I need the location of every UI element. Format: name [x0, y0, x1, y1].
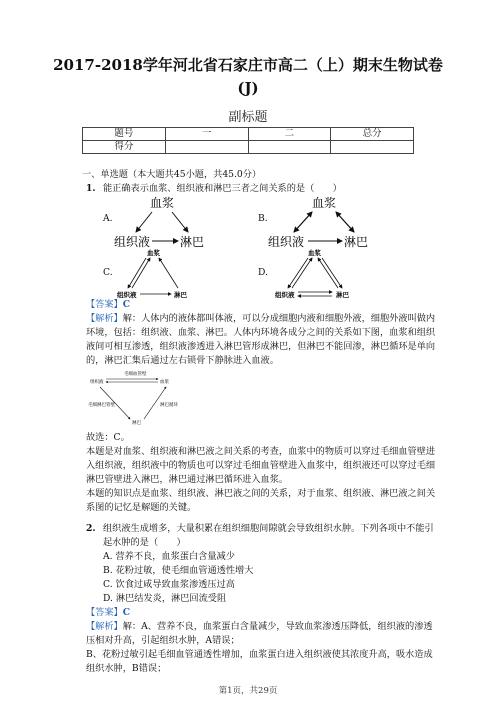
summary-text: 本题是对血浆、组织液和淋巴液之间关系的考查，血浆中的物质可以穿过毛细血管壁进 — [86, 446, 436, 457]
plasma-label: 血浆 — [150, 196, 175, 210]
option-c-label: C. — [103, 267, 113, 278]
score-table-header-row — [83, 128, 414, 141]
option-d-label: D. — [258, 267, 268, 278]
document-title-suffix: (J) — [237, 79, 259, 97]
summary-text: 入组织液，组织液中的物质也可以穿过毛细血管壁进入血浆中，组织液还可以穿过毛细 — [86, 460, 436, 471]
score-cell — [165, 141, 248, 154]
question-number: 1. — [86, 183, 96, 194]
option-a: A. 营养不良，血浆蛋白含量减少 — [103, 551, 235, 562]
tissue-label: 组织液 — [90, 380, 104, 385]
analysis-tag: 【解析】 — [86, 621, 123, 632]
conclusion: 故选：C。 — [86, 432, 130, 443]
analysis-text: 液间可相互渗透，组织液渗透进入淋巴管形成淋巴，但淋巴不能回渗，淋巴循环是单向 — [86, 341, 436, 352]
score-table — [82, 127, 414, 154]
analysis-line — [86, 620, 433, 634]
lymph-label: 淋巴 — [344, 235, 369, 249]
answer-value: C — [122, 299, 131, 310]
analysis-text: 解：人体内的液体都叫体液，可以分成细胞内液和细胞外液，细胞外液叫做内 — [122, 313, 436, 324]
score-cell — [331, 141, 414, 154]
answer-tag: 【答案】 — [86, 607, 123, 618]
question-stem: 组织液生成增多，大量积累在组织细胞间隙就会导致组织水肿。下列各项中不能引 — [103, 523, 434, 534]
score-table-score-row — [83, 141, 414, 154]
plasma-label: 血浆 — [160, 380, 169, 385]
page-footer: 第1页，共29页 — [218, 686, 278, 696]
tissue-label: 组织液 — [117, 291, 137, 299]
analysis-text: 组织水肿，B错误； — [86, 663, 167, 674]
plasma-label: 血浆 — [312, 196, 337, 210]
answer-tag: 【答案】 — [86, 299, 123, 310]
section-heading: 一、单选题（本大题共45小题，共45.0分） — [82, 169, 262, 180]
lymph-label: 淋巴 — [174, 291, 187, 299]
question-stem: 起水肿的是（ ） — [103, 537, 186, 548]
question-stem: 能正确表示血浆、组织液和淋巴三者之间关系的是（ ） — [103, 183, 342, 194]
score-cell: 一 — [165, 128, 248, 141]
analysis-line — [86, 312, 435, 326]
score-cell: 总分 — [331, 128, 414, 141]
answer-line — [86, 606, 130, 620]
analysis-text: 压相对升高，引起组织水肿，A错误； — [86, 635, 240, 646]
plasma-label: 血浆 — [308, 249, 321, 257]
fluid-relationship-diagram — [88, 369, 196, 427]
option-b: B. 花粉过敏，使毛细血管通透性增大 — [103, 565, 254, 576]
tissue-label: 组织液 — [268, 235, 305, 249]
analysis-text: B、花粉过敏引起毛细血管通透性增加，血浆蛋白进入组织液使其浓度升高，吸水造成 — [86, 649, 433, 660]
lymph-circulation-label: 淋巴循环 — [160, 403, 178, 408]
analysis-text: 的，淋巴汇集后通过左右锁骨下静脉进入血液。 — [86, 355, 279, 366]
question-number: 2. — [86, 523, 96, 534]
option-c: C. 饮食过咸导致血浆渗透压过高 — [103, 579, 235, 590]
lymph-label: 淋巴 — [132, 421, 141, 426]
lymph-label: 淋巴 — [180, 235, 205, 249]
answer-value: C — [122, 607, 131, 618]
lymph-label: 淋巴 — [336, 291, 349, 299]
plasma-label: 血浆 — [147, 249, 160, 257]
summary-text: 系图的记忆是解题的关键。 — [86, 502, 197, 513]
option-d-diagram — [272, 245, 358, 301]
capillary-wall-label: 毛细血管壁 — [124, 372, 147, 377]
document-title: 2017-2018学年河北省石家庄市高二（上）期末生物试卷 — [53, 56, 443, 74]
lymph-wall-label: 毛细淋巴管壁 — [88, 403, 115, 408]
option-a-label: A. — [103, 213, 113, 224]
summary-text: 本题的知识点是血浆、组织液、淋巴液之间的关系，对于血浆、组织液、淋巴液之间关 — [86, 488, 436, 499]
answer-line — [86, 298, 130, 312]
analysis-text: 环境，包括：组织液、血浆、淋巴。人体内环境各成分之间的关系如下图，血浆和组织 — [86, 327, 436, 338]
option-c-diagram — [114, 245, 194, 301]
tissue-label: 组织液 — [114, 235, 151, 249]
score-cell: 得分 — [83, 141, 166, 154]
analysis-text: 解：A、营养不良，血浆蛋白含量减少，导致血浆渗透压降低，组织液的渗透 — [122, 621, 433, 632]
score-cell: 题号 — [83, 128, 166, 141]
subtitle: 副标题 — [228, 110, 268, 125]
score-cell: 二 — [248, 128, 331, 141]
option-b-label: B. — [258, 213, 268, 224]
score-cell — [248, 141, 331, 154]
summary-text: 淋巴管壁进入淋巴，淋巴通过淋巴循环进入血浆。 — [86, 474, 289, 485]
option-d: D. 淋巴结发炎，淋巴回流受阻 — [103, 593, 227, 604]
tissue-label: 组织液 — [275, 291, 295, 299]
analysis-tag: 【解析】 — [86, 313, 123, 324]
